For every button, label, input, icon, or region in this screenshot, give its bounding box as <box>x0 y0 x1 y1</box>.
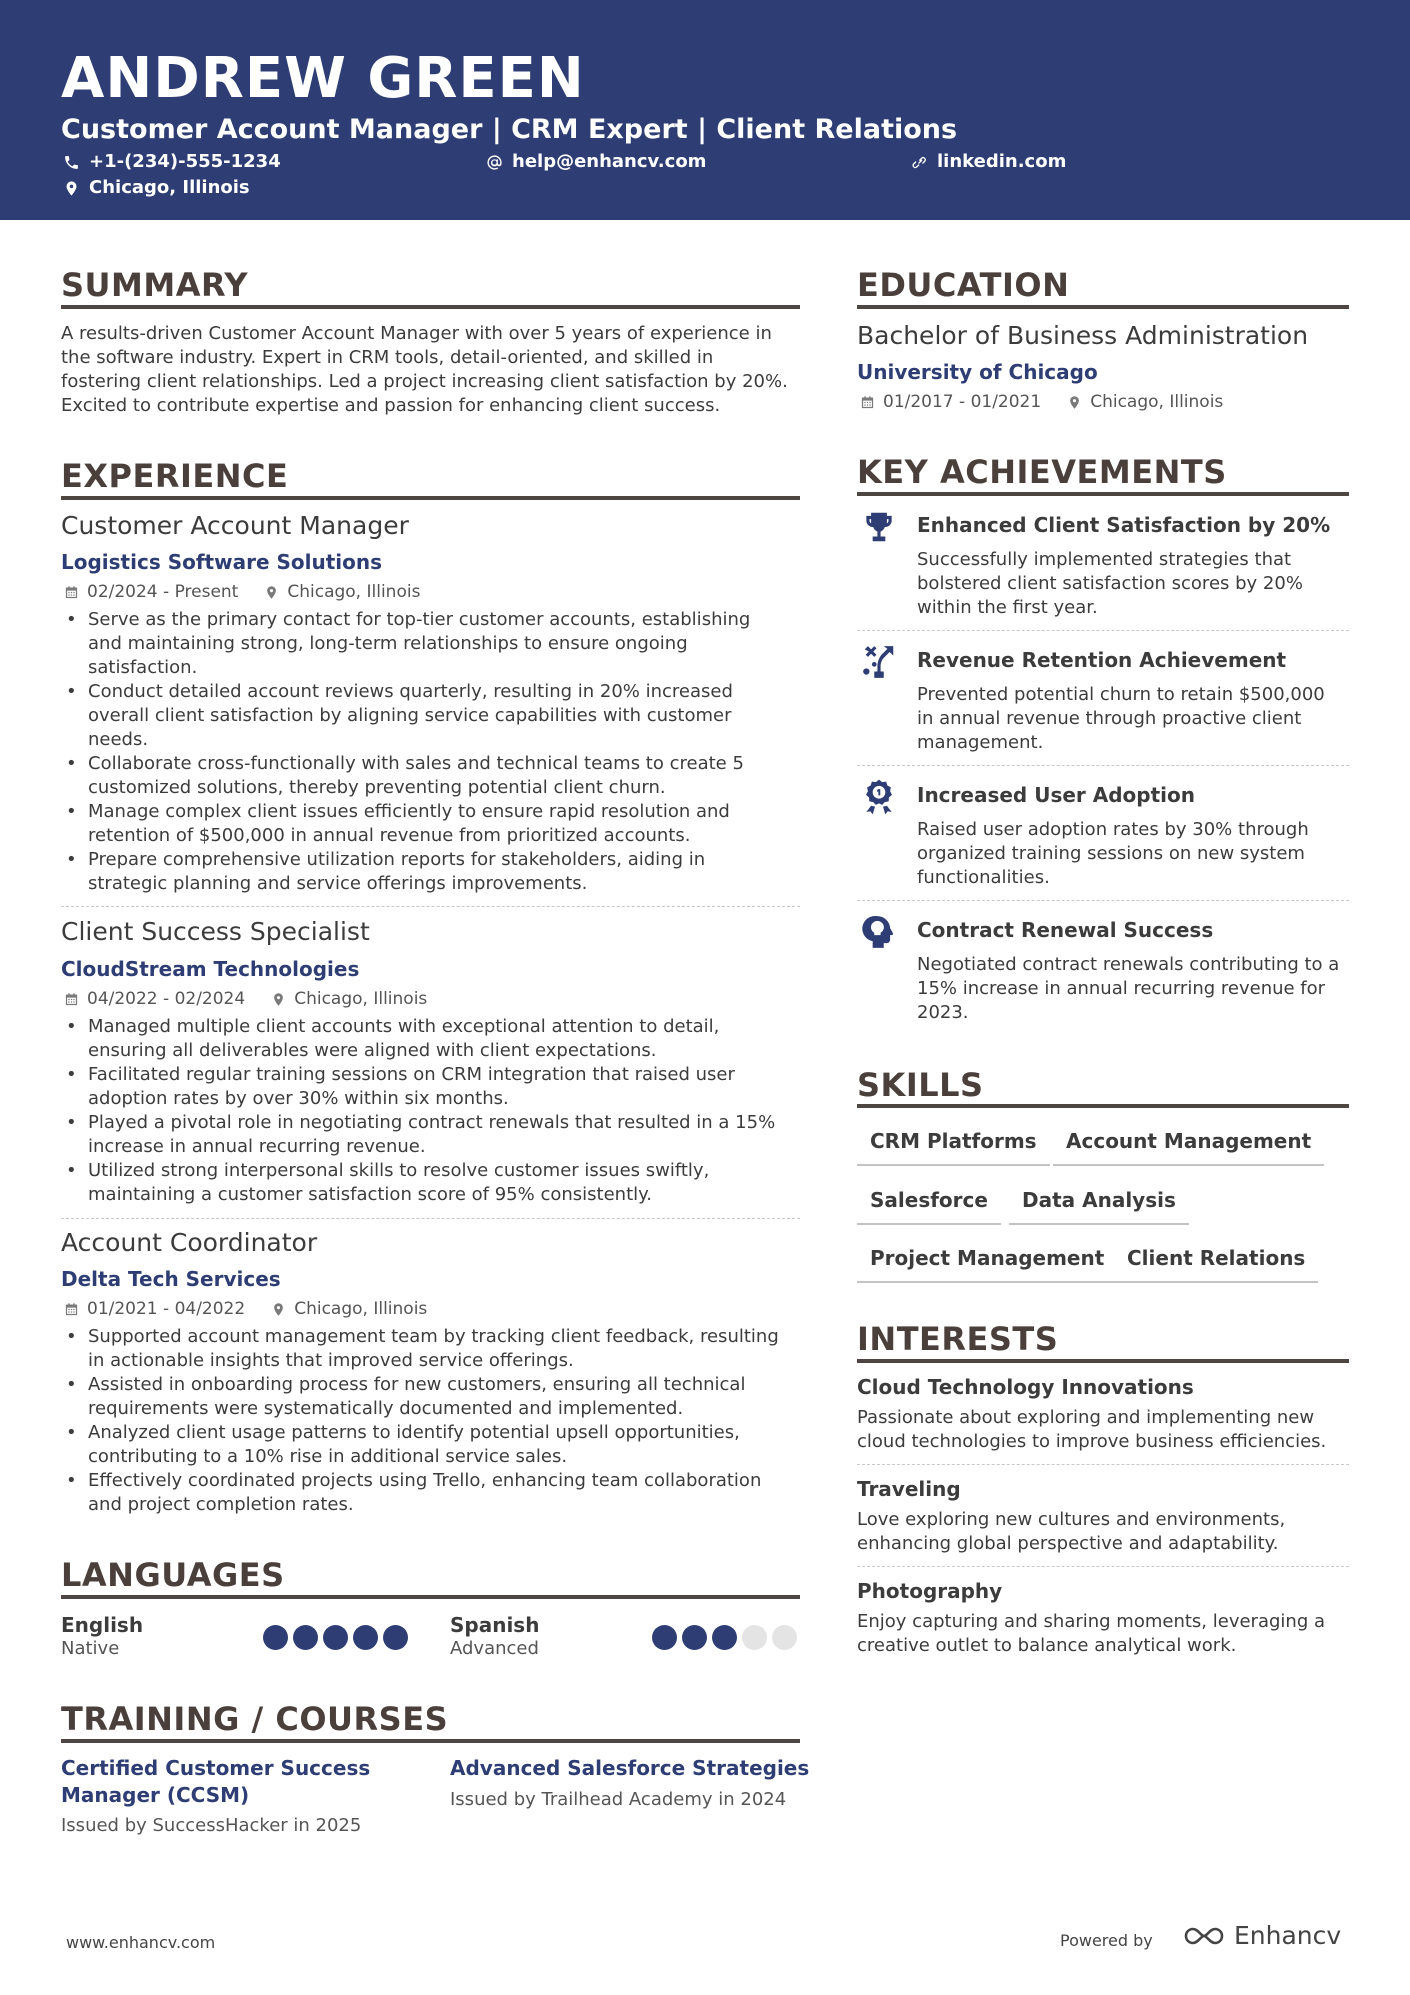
summary-line: Excited to contribute expertise and passion for enhancing client success. <box>61 395 721 416</box>
bullet-item: • Effectively coordinated projects using Trello, enhancing team collaboration and project completion rates. <box>61 1469 811 1517</box>
job-company: Logistics Software Solutions <box>61 550 383 574</box>
location-pin-icon <box>271 1302 286 1317</box>
training-title: TRAINING / COURSES <box>61 1700 449 1738</box>
achievement-title: Increased User Adoption <box>917 783 1195 807</box>
job-role: Customer Account Manager <box>61 511 409 540</box>
link-icon <box>911 154 928 171</box>
experience-title: EXPERIENCE <box>61 457 289 495</box>
calendar-icon <box>64 992 79 1007</box>
education-rule <box>857 305 1349 309</box>
divider <box>857 900 1349 901</box>
contact-location <box>63 176 250 200</box>
job-meta <box>64 581 420 603</box>
job-dates: 04/2022 - 02/2024 <box>87 989 246 1009</box>
course-issuer: Issued by Trailhead Academy in 2024 <box>450 1789 787 1810</box>
job-bullets <box>61 1015 811 1207</box>
contact-email[interactable] <box>486 150 706 174</box>
interest-text: Love exploring new cultures and environments, enhancing global perspective and adaptability. <box>857 1509 1286 1554</box>
rating-dot-filled <box>323 1625 348 1650</box>
achievement-text: Negotiated contract renewals contributing to a 15% increase in annual recurring revenue for 2023. <box>917 954 1340 1023</box>
contact-linkedin[interactable] <box>911 150 1066 174</box>
bullet-item: • Prepare comprehensive utilization reports for stakeholders, aiding in strategic planning and service offerings improvements. <box>61 848 811 896</box>
skills-rule <box>857 1104 1349 1108</box>
summary-line: A results-driven Customer Account Manager with over 5 years of experience in <box>61 323 772 344</box>
interest-text: Passionate about exploring and implementing new cloud technologies to improve business efficiencies. <box>857 1407 1327 1452</box>
rating-dot-filled <box>383 1625 408 1650</box>
skill-tag: Data Analysis <box>1009 1187 1189 1225</box>
skills-title: SKILLS <box>857 1066 984 1104</box>
rating-dot-empty <box>772 1625 797 1650</box>
rating-dot-filled <box>682 1625 707 1650</box>
bullet-item: • Supported account management team by tracking client feedback, resulting in actionable insights that improved service offerings. <box>61 1325 811 1373</box>
bullet-item: • Utilized strong interpersonal skills to resolve customer issues swiftly, maintaining a customer satisfaction score of 95% consistently. <box>61 1159 811 1207</box>
achievement-title: Contract Renewal Success <box>917 918 1214 942</box>
summary-rule <box>61 305 800 309</box>
interest-title: Traveling <box>857 1477 961 1501</box>
language-level: Advanced <box>450 1638 539 1659</box>
bullet-item: • Conduct detailed account reviews quarterly, resulting in 20% increased overall client satisfaction by aligning service capabilities with customer needs. <box>61 680 811 752</box>
job-meta <box>64 1298 427 1320</box>
bullet-item: • Collaborate cross-functionally with sales and technical teams to create 5 customized solutions, thereby preventing potential client churn. <box>61 752 811 800</box>
course-title: Certified Customer Success Manager (CCSM) <box>61 1756 371 1807</box>
linkedin-text: linkedin.com <box>937 151 1067 172</box>
job-role: Account Coordinator <box>61 1228 318 1257</box>
summary-text <box>61 322 806 418</box>
skill-tag: Project Management <box>857 1245 1117 1283</box>
skill-tag: Client Relations <box>1114 1245 1318 1283</box>
bullet-item: • Played a pivotal role in negotiating contract renewals that resulted in a 15% increase in annual recurring revenue. <box>61 1111 811 1159</box>
divider <box>857 1464 1349 1465</box>
rating-dot-filled <box>712 1625 737 1650</box>
job-meta <box>64 988 427 1010</box>
language-rating <box>263 1625 408 1650</box>
education-title: EDUCATION <box>857 266 1070 304</box>
candidate-name: ANDREW GREEN <box>61 46 585 111</box>
location-pin-icon <box>1067 395 1082 410</box>
language-level: Native <box>61 1638 120 1659</box>
footer-powered-by: Powered by <box>1060 1931 1153 1950</box>
rating-dot-empty <box>742 1625 767 1650</box>
job-bullets <box>61 1325 811 1517</box>
location-pin-icon <box>264 585 279 600</box>
language-name: Spanish <box>450 1613 540 1637</box>
bullet-item: • Facilitated regular training sessions on CRM integration that raised user adoption rates by over 30% within six months. <box>61 1063 811 1111</box>
footer-website[interactable]: www.enhancv.com <box>66 1933 216 1952</box>
achievements-title: KEY ACHIEVEMENTS <box>857 453 1227 491</box>
head-idea-icon <box>860 913 898 951</box>
language-rating <box>652 1625 797 1650</box>
bullet-item: • Serve as the primary contact for top-tier customer accounts, establishing and maintaining strong, long-term relationships to ensure ongoing satisfaction. <box>61 608 811 680</box>
achievements-rule <box>857 492 1349 496</box>
footer-brand[interactable] <box>1180 1920 1341 1952</box>
interests-rule <box>857 1359 1349 1363</box>
achievement-text: Raised user adoption rates by 30% through organized training sessions on new system functionalities. <box>917 819 1309 888</box>
job-role: Client Success Specialist <box>61 917 370 946</box>
divider <box>61 906 800 907</box>
skill-tag: Account Management <box>1053 1128 1324 1166</box>
job-dates: 02/2024 - Present <box>87 582 239 602</box>
job-company: CloudStream Technologies <box>61 957 360 981</box>
bullet-item: • Analyzed client usage patterns to identify potential upsell opportunities, contributing to a 10% rise in additional service sales. <box>61 1421 811 1469</box>
bullet-item: • Assisted in onboarding process for new customers, ensuring all technical requirements were systematically documented and implemented. <box>61 1373 811 1421</box>
summary-title: SUMMARY <box>61 266 249 304</box>
bullet-item: • Managed multiple client accounts with exceptional attention to detail, ensuring all deliverables were aligned with client expectations. <box>61 1015 811 1063</box>
achievement-text: Prevented potential churn to retain $500,000 in annual revenue through proactive client management. <box>917 684 1325 753</box>
achievement-title: Enhanced Client Satisfaction by 20% <box>917 513 1331 537</box>
job-location: Chicago, Illinois <box>294 989 428 1009</box>
achievement-text: Successfully implemented strategies that bolstered client satisfaction scores by 20% within the first year. <box>917 549 1303 618</box>
contact-phone <box>63 150 281 174</box>
job-bullets <box>61 608 811 896</box>
resume-header <box>0 0 1410 220</box>
enhancv-logo-icon <box>1180 1924 1228 1948</box>
experience-rule <box>61 496 800 500</box>
interests-title: INTERESTS <box>857 1320 1059 1358</box>
email-text: help@enhancv.com <box>512 151 707 172</box>
calendar-icon <box>64 1302 79 1317</box>
interest-title: Cloud Technology Innovations <box>857 1375 1194 1399</box>
summary-line: fostering client relationships. Led a project increasing client satisfaction by 20%. <box>61 371 788 392</box>
skill-tag: CRM Platforms <box>857 1128 1050 1166</box>
achievement-title: Revenue Retention Achievement <box>917 648 1287 672</box>
education-dates: 01/2017 - 01/2021 <box>883 392 1042 412</box>
languages-rule <box>61 1595 800 1599</box>
phone-icon <box>63 154 80 171</box>
languages-title: LANGUAGES <box>61 1556 285 1594</box>
course-issuer: Issued by SuccessHacker in 2025 <box>61 1815 362 1836</box>
course-title: Advanced Salesforce Strategies <box>450 1756 810 1780</box>
job-location: Chicago, Illinois <box>287 582 421 602</box>
divider <box>857 765 1349 766</box>
location-pin-icon <box>63 180 80 197</box>
at-icon <box>486 154 503 171</box>
school-name: University of Chicago <box>857 360 1098 384</box>
language-name: English <box>61 1613 144 1637</box>
rating-dot-filled <box>652 1625 677 1650</box>
phone-text: +1-(234)-555-1234 <box>89 151 281 172</box>
education-meta <box>860 391 1223 413</box>
candidate-tagline: Customer Account Manager | CRM Expert | Client Relations <box>61 114 958 145</box>
rating-dot-filled <box>293 1625 318 1650</box>
trophy-icon <box>860 508 898 546</box>
strategy-icon <box>860 643 898 681</box>
bullet-item: • Manage complex client issues efficiently to ensure rapid resolution and retention of $500,000 in annual revenue from prioritized accounts. <box>61 800 811 848</box>
divider <box>857 630 1349 631</box>
divider <box>61 1218 800 1219</box>
location-pin-icon <box>271 992 286 1007</box>
divider <box>857 1566 1349 1567</box>
interest-text: Enjoy capturing and sharing moments, leveraging a creative outlet to balance analytical work. <box>857 1611 1325 1656</box>
degree-title: Bachelor of Business Administration <box>857 321 1309 350</box>
rating-dot-filled <box>263 1625 288 1650</box>
skill-tag: Salesforce <box>857 1187 1001 1225</box>
education-location: Chicago, Illinois <box>1090 392 1224 412</box>
calendar-icon <box>860 395 875 410</box>
award-ribbon-icon <box>860 778 898 816</box>
calendar-icon <box>64 585 79 600</box>
location-text: Chicago, Illinois <box>89 177 250 198</box>
job-company: Delta Tech Services <box>61 1267 281 1291</box>
interest-title: Photography <box>857 1579 1003 1603</box>
job-dates: 01/2021 - 04/2022 <box>87 1299 246 1319</box>
brand-name: Enhancv <box>1234 1921 1342 1950</box>
rating-dot-filled <box>353 1625 378 1650</box>
training-rule <box>61 1739 800 1743</box>
summary-line: the software industry. Expert in CRM tools, detail-oriented, and skilled in <box>61 347 714 368</box>
job-location: Chicago, Illinois <box>294 1299 428 1319</box>
